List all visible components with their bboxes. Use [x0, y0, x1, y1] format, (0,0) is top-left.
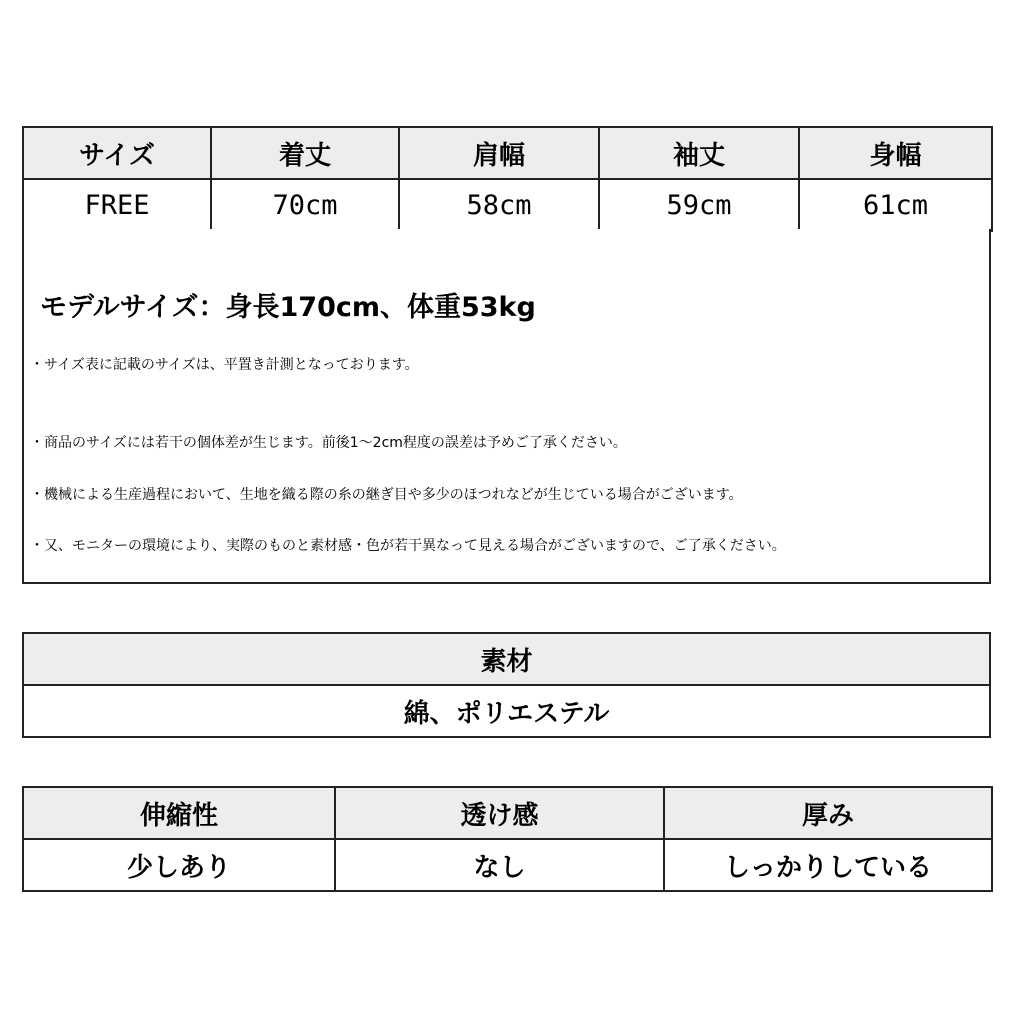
props-value-row — [23, 839, 992, 891]
note-measurement: ・サイズ表に記載のサイズは、平置き計測となっております。 — [30, 357, 419, 373]
size-table — [22, 126, 993, 232]
props-header-stretch: 伸縮性 — [23, 787, 335, 839]
material-header: 素材 — [23, 633, 990, 685]
model-size-text: モデルサイズ：身長170cm、体重53kg — [40, 292, 536, 323]
material-value: 綿、ポリエステル — [23, 685, 990, 737]
props-value-sheerness: なし — [335, 839, 664, 891]
size-value-shoulder: 58cm — [399, 179, 599, 231]
props-header-thickness: 厚み — [664, 787, 992, 839]
size-table-header-row — [23, 127, 992, 179]
size-header-size: サイズ — [23, 127, 211, 179]
props-value-thickness: しっかりしている — [664, 839, 992, 891]
size-value-length: 70cm — [211, 179, 399, 231]
props-header-sheerness: 透け感 — [335, 787, 664, 839]
note-monitor: ・又、モニターの環境により、実際のものと素材感・色が若干異なって見える場合がございますので、ご了承ください。 — [30, 538, 786, 554]
size-value-size: FREE — [23, 179, 211, 231]
size-table-value-row — [23, 179, 992, 231]
material-table — [22, 632, 991, 738]
size-header-sleeve: 袖丈 — [599, 127, 799, 179]
fabric-properties-table — [22, 786, 993, 892]
size-notes-box — [22, 229, 991, 584]
size-value-sleeve: 59cm — [599, 179, 799, 231]
note-individual-difference: ・商品のサイズには若干の個体差が生じます。前後1～2cm程度の誤差は予めご了承ください。 — [30, 435, 627, 451]
size-value-width: 61cm — [799, 179, 992, 231]
material-value-row — [23, 685, 990, 737]
note-manufacturing: ・機械による生産過程において、生地を織る際の糸の継ぎ目や多少のほつれなどが生じている場合がございます。 — [30, 487, 743, 503]
props-header-row — [23, 787, 992, 839]
size-header-length: 着丈 — [211, 127, 399, 179]
props-value-stretch: 少しあり — [23, 839, 335, 891]
size-header-shoulder: 肩幅 — [399, 127, 599, 179]
size-header-width: 身幅 — [799, 127, 992, 179]
material-header-row — [23, 633, 990, 685]
